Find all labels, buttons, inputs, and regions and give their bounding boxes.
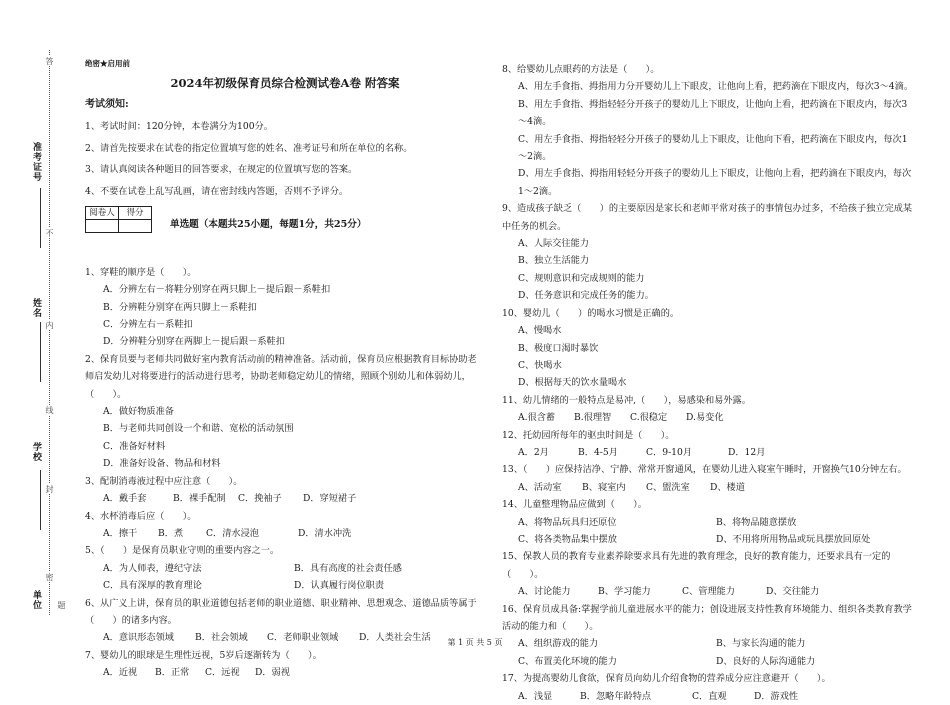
option-b: B．分辨鞋分别穿在两只脚上－系鞋扣: [103, 301, 257, 313]
option-a: A．做好物质准备: [103, 406, 174, 418]
score-table: [85, 206, 152, 233]
seal-char-mi: 密: [45, 573, 54, 581]
question-stem: 5、（ ）是保育员职业守则的重要内容之一。: [85, 545, 280, 557]
binding-margin: [0, 0, 72, 671]
option-a: A、活动室: [518, 481, 562, 493]
option-a: A．意识形态领域: [103, 632, 174, 644]
option-d: D．人类社会生活: [359, 632, 431, 644]
exam-number-line[interactable]: [40, 188, 41, 248]
option-a: A．近视: [103, 667, 138, 679]
option-d: D．弱视: [255, 667, 290, 679]
question-stem: 3、配制消毒液过程中应注意（ ）。: [85, 475, 243, 487]
question-stem: 10、婴幼儿（ ）的喝水习惯是正确的。: [502, 307, 680, 319]
option-a: A、讨论能力: [518, 586, 571, 598]
section-title: 单选题（本题共25小题，每题1分，共25分）: [170, 219, 367, 231]
option-b: B．具有高度的社会责任感: [294, 562, 402, 574]
question-16: [502, 601, 914, 671]
question-stem: 14、儿童整理物品应做到（ ）。: [502, 499, 647, 511]
right-column: [502, 61, 914, 705]
option-d: D．游戏性: [754, 690, 799, 702]
option-d: D、良好的人际沟通能力: [716, 655, 816, 667]
option-a: A．分辨左右－将鞋分别穿在两只脚上－提后跟－系鞋扣: [103, 284, 331, 296]
options-row: [502, 409, 914, 426]
option-b: B．与老师共同创设一个和谐、宽松的活动氛围: [103, 423, 294, 435]
question-stem: 8、给婴幼儿点眼药的方法是（ ）。: [502, 64, 660, 75]
left-column: [85, 58, 485, 682]
options-row: [502, 444, 914, 461]
options-row: [85, 560, 485, 577]
page-title: 2024年初级保育员综合检测试卷A卷 附答案: [170, 76, 400, 90]
option-d: D．分辨鞋分别穿在两脚上－提后跟－系鞋扣: [103, 336, 285, 348]
option-b: B、用左手食指、拇指轻轻分开孩子的婴幼儿上下眼皮，让他向上看，把药滴在下眼皮内，每次3～4滴。: [518, 98, 908, 128]
options-row: [502, 653, 914, 670]
options-row: [502, 688, 914, 705]
question-9: [502, 200, 914, 304]
option-a: A．浅显: [518, 690, 553, 702]
option-d: D、不用将所用物品或玩具摆放回原处: [716, 533, 871, 545]
question-stem: 16、保育员成具备:掌握学前儿童进展水平的能力；创设进展支持性教育环境能力、组织各类教育教学活动的能力和（ ）。: [502, 603, 912, 632]
option-b: B．4-5月: [578, 446, 618, 458]
option-c: C.很稳定: [630, 412, 668, 424]
option-c: C．老师职业领域: [267, 632, 339, 644]
options-row: [85, 664, 485, 681]
option-a: A.很含蓄: [518, 412, 556, 424]
question-17: [502, 670, 914, 705]
options-row: [502, 583, 914, 600]
exam-notes: [85, 116, 485, 202]
question-13: [502, 461, 914, 496]
options-row: [502, 514, 914, 531]
question-5: [85, 542, 485, 594]
question-2: [85, 351, 485, 473]
secret-mark: 绝密★启用前: [85, 59, 130, 68]
option-b: B、寝室内: [582, 481, 626, 493]
seal-dotted-line: [49, 50, 50, 615]
option-b: B、学习能力: [598, 586, 651, 598]
question-stem: 6、从广义上讲，保育员的职业道德包括老师的职业道德、职业精神、思想观念、道德品质等属于（ ）的诸多内容。: [85, 597, 477, 626]
question-stem: 12、托幼园所每年的驱虫时间是（ ）。: [502, 429, 675, 441]
seal-char-da: 答: [45, 57, 54, 65]
option-a: A、用左手食指、拇指用力分开婴幼儿上下眼皮，让他向上看，把药滴在下眼皮内，每次3～4滴。: [518, 81, 914, 93]
option-a: A．擦干: [103, 527, 138, 539]
option-c: C、管理能力: [682, 586, 735, 598]
note-2: 2、请首先按要求在试卷的指定位置填写您的姓名、准考证号和所在单位的名称。: [85, 142, 413, 154]
option-b: B．社会领域: [195, 632, 248, 644]
option-c: C．分辨左右－系鞋扣: [103, 319, 193, 331]
note-3: 3、请认真阅读各种题目的回答要求，在规定的位置填写您的答案。: [85, 164, 358, 176]
option-c: C．9-10月: [646, 446, 693, 458]
option-c: C．直观: [692, 690, 727, 702]
option-b: B．煮: [158, 527, 184, 539]
seal-char-feng: 封: [45, 485, 54, 493]
option-b: B、将物品随意摆放: [716, 516, 797, 528]
name-line[interactable]: [40, 322, 41, 382]
option-b: B、极度口渴时暴饮: [518, 342, 599, 354]
option-d: D．穿短裙子: [303, 493, 357, 505]
notice-title: 考试须知:: [85, 99, 129, 110]
question-10: [502, 305, 914, 392]
question-7: [85, 647, 485, 682]
option-b: B.很理智: [574, 412, 612, 424]
option-c: C、布置美化环境的能力: [518, 655, 617, 667]
seal-char-nei: 内: [45, 321, 54, 329]
options-row: [502, 479, 914, 496]
note-1: 1、考试时间：120分钟，本卷满分为100分。: [85, 121, 273, 133]
grader-cell[interactable]: [86, 220, 119, 233]
option-d: D、楼道: [710, 481, 745, 493]
option-a: A．2月: [518, 446, 549, 458]
option-a: A．戴手套: [103, 493, 147, 505]
question-stem: 9、造成孩子缺乏（ ）的主要原因是家长和老师平常对孩子的事情包办过多，不给孩子独立完成某中任务的机会。: [502, 203, 913, 232]
question-stem: 7、婴幼儿的眼球是生理性远视，5岁后逐渐转为（ ）。: [85, 649, 322, 661]
option-c: C．挽袖子: [238, 493, 282, 505]
name-label: 姓名: [31, 298, 41, 318]
option-d: D、交往能力: [766, 586, 820, 598]
options-row: [85, 525, 485, 542]
option-d: D.易变化: [686, 412, 724, 424]
question-15: [502, 548, 914, 600]
option-d: D、任务意识和完成任务的能力。: [518, 290, 654, 302]
option-c: C．具有深厚的教育理论: [103, 580, 202, 592]
exam-number-label: 准考证号: [31, 142, 41, 182]
question-8: [502, 61, 914, 200]
option-d: D、用左手食指、拇指用轻轻分开孩子的婴幼儿上下眼皮，让他向上看，把药滴在下眼皮内，每次1～2滴。: [518, 168, 912, 197]
option-c: C．远视: [205, 667, 240, 679]
seal-char-xian: 线: [45, 406, 54, 414]
option-d: D．准备好设备、物品和材料: [103, 458, 221, 470]
question-stem: 17、为提高婴幼儿食欲，保育员向幼儿介绍食物的营养成分应注意避开（ ）。: [502, 673, 831, 685]
option-b: B、与家长沟通的能力: [716, 638, 806, 650]
question-stem: 15、保教人员的教育专业素养除要求具有先进的教育理念，良好的教育能力，还要求具有一定的（ ）。: [502, 551, 891, 580]
option-c: C．准备好材料: [103, 440, 166, 452]
question-3: [85, 473, 485, 508]
question-1: [85, 264, 485, 351]
option-d: D、根据每天的饮水量喝水: [518, 377, 627, 389]
option-c: C、用左手食指、拇指轻轻分开孩子的婴幼儿上下眼皮，让他向下看，把药滴在下眼皮内，每次1～2滴。: [518, 133, 908, 163]
option-b: B．裸手配制: [173, 493, 226, 505]
options-row: [85, 577, 485, 594]
option-d: D．认真履行岗位职责: [294, 580, 385, 592]
option-d: D．清水冲洗: [298, 527, 352, 539]
question-4: [85, 508, 485, 543]
question-stem: 11、幼儿情绪的一般特点是易冲,（ ），易感染和易外露。: [502, 394, 751, 406]
option-b: B．忽略年龄特点: [580, 690, 652, 702]
question-11: [502, 392, 914, 427]
seal-char-bu: 不: [45, 229, 54, 237]
option-c: C、规则意识和完成规则的能力: [518, 272, 645, 284]
option-a: A、人际交往能力: [518, 238, 589, 250]
option-a: A、将物品玩具归还原位: [518, 516, 617, 528]
option-b: B、独立生活能力: [518, 255, 590, 267]
school-label: 学校: [31, 442, 41, 462]
page-footer: 第 1 页 共 5 页: [447, 638, 503, 647]
question-stem: 1、穿鞋的顺序是（ ）。: [85, 266, 197, 278]
option-a: A、慢喝水: [518, 325, 562, 337]
seal-char-ti: 题: [57, 601, 66, 609]
option-c: C、将各类物品集中摆放: [518, 533, 617, 545]
question-stem: 13、（ ）应保持洁净、宁静、常常开窗通风，在婴幼儿进入寝室午睡时，开窗换气10分钟左右。: [502, 464, 907, 476]
option-c: C．清水浸泡: [206, 527, 259, 539]
score-area: [85, 206, 485, 233]
options-row: [502, 531, 914, 548]
option-c: C、盥洗室: [646, 481, 690, 493]
question-stem: 4、水杯消毒后应（ ）。: [85, 510, 197, 522]
option-a: A．为人师表，遵纪守法: [103, 562, 202, 574]
question-12: [502, 427, 914, 462]
option-b: B．正常: [155, 667, 190, 679]
options-row: [85, 490, 485, 507]
note-4: 4、不要在试卷上乱写乱画，请在密封线内答题，否则不予评分。: [85, 185, 349, 197]
score-header: 得分: [119, 207, 152, 220]
option-d: D．12月: [728, 446, 766, 458]
unit-label: 单位: [31, 590, 41, 610]
school-line[interactable]: [40, 470, 41, 530]
option-a: A、组织游戏的能力: [518, 638, 599, 650]
grader-header: 阅卷人: [86, 207, 119, 220]
option-c: C、快喝水: [518, 359, 562, 371]
question-14: [502, 496, 914, 548]
question-stem: 2、保育员要与老师共同做好室内教育活动前的精神准备。活动前，保育员应根据教育目标协助老师启发幼儿对将要进行的活动进行思考，协助老师稳定幼儿的情绪，照顾个别幼儿和体弱幼儿，（ ）。: [85, 353, 477, 400]
score-cell[interactable]: [119, 220, 152, 233]
